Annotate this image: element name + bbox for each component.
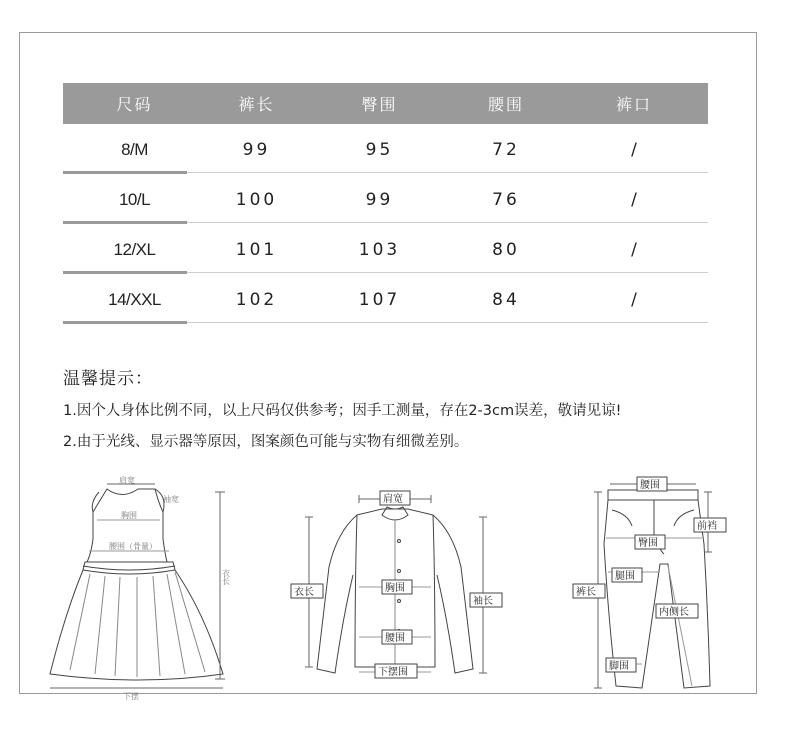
header-hip: 臀围: [361, 95, 398, 114]
pants-inseam-label: 内侧长: [659, 607, 689, 618]
cell-size: 12/XL: [113, 240, 156, 259]
dress-sleeve-label: 袖宽: [163, 495, 179, 504]
cell-length: 99: [242, 140, 271, 160]
shirt-chest-label: 胸围: [385, 583, 405, 594]
table-row: [63, 274, 708, 324]
cell-size: 10/L: [118, 190, 151, 209]
table-row: [63, 224, 708, 274]
cell-length: 101: [235, 240, 278, 260]
pants-waist-label: 腰围: [640, 480, 660, 491]
dress-chest-label: 胸围: [121, 511, 137, 520]
dress-waist-label: 腰围（骨量）: [109, 542, 157, 551]
shirt-shoulder-label: 肩宽: [383, 494, 403, 505]
shirt-waist-label: 腰围: [385, 633, 405, 644]
header-waist: 腰围: [487, 95, 524, 114]
pants-front-rise-label: 前裆: [697, 521, 717, 532]
tips-line-1: 1.因个人身体比例不同，以上尺码仅供参考；因手工测量，存在2-3cm误差，敬请见谅!: [63, 403, 622, 419]
cell-hip: 99: [365, 190, 394, 210]
cell-hip: 103: [358, 240, 401, 260]
table-header: [63, 83, 708, 124]
cell-waist: 80: [492, 240, 520, 260]
header-length: 裤长: [238, 95, 275, 114]
cell-hem: /: [631, 140, 637, 160]
pants-leg-opening-label: 脚围: [609, 661, 629, 672]
tips-section: [63, 364, 621, 461]
cell-length: 102: [235, 290, 278, 310]
cell-waist: 76: [492, 190, 520, 210]
table-row: [63, 124, 708, 174]
cell-waist: 72: [492, 140, 520, 160]
cell-hip: 95: [365, 140, 394, 160]
cell-waist: 84: [492, 290, 520, 310]
header-hem: 裤口: [615, 95, 652, 114]
pants-length-label: 裤长: [576, 587, 596, 598]
cell-hem: /: [631, 190, 637, 210]
tips-title: 温馨提示：: [63, 369, 153, 389]
shirt-hem-label: 下摆围: [378, 667, 408, 678]
cell-hem: /: [631, 240, 637, 260]
dress-length-label: 衣长: [221, 569, 231, 585]
shirt-length-label: 衣长: [294, 587, 314, 598]
header-size: 尺码: [116, 95, 153, 114]
pants-diagram: [568, 474, 758, 696]
cell-hip: 107: [358, 290, 401, 310]
dress-hem-label: 下摆: [123, 692, 139, 700]
pants-hip-label: 臀围: [638, 538, 658, 549]
dress-shoulder-label: 肩宽: [119, 476, 135, 485]
tips-line-2: 2.由于光线、显示器等原因，图案颜色可能与实物有细微差别。: [63, 434, 469, 450]
dress-diagram: [45, 474, 240, 700]
cell-size: 8/M: [121, 140, 148, 159]
table-row: [63, 174, 708, 224]
shirt-sleeve-label: 袖长: [473, 596, 493, 607]
size-table: [63, 83, 708, 324]
cell-hem: /: [631, 290, 637, 310]
row-size-underline: [63, 321, 187, 324]
cell-size: 14/XXL: [108, 290, 161, 309]
cell-length: 100: [235, 190, 278, 210]
pants-thigh-label: 腿围: [615, 571, 635, 582]
shirt-diagram: [285, 487, 510, 687]
